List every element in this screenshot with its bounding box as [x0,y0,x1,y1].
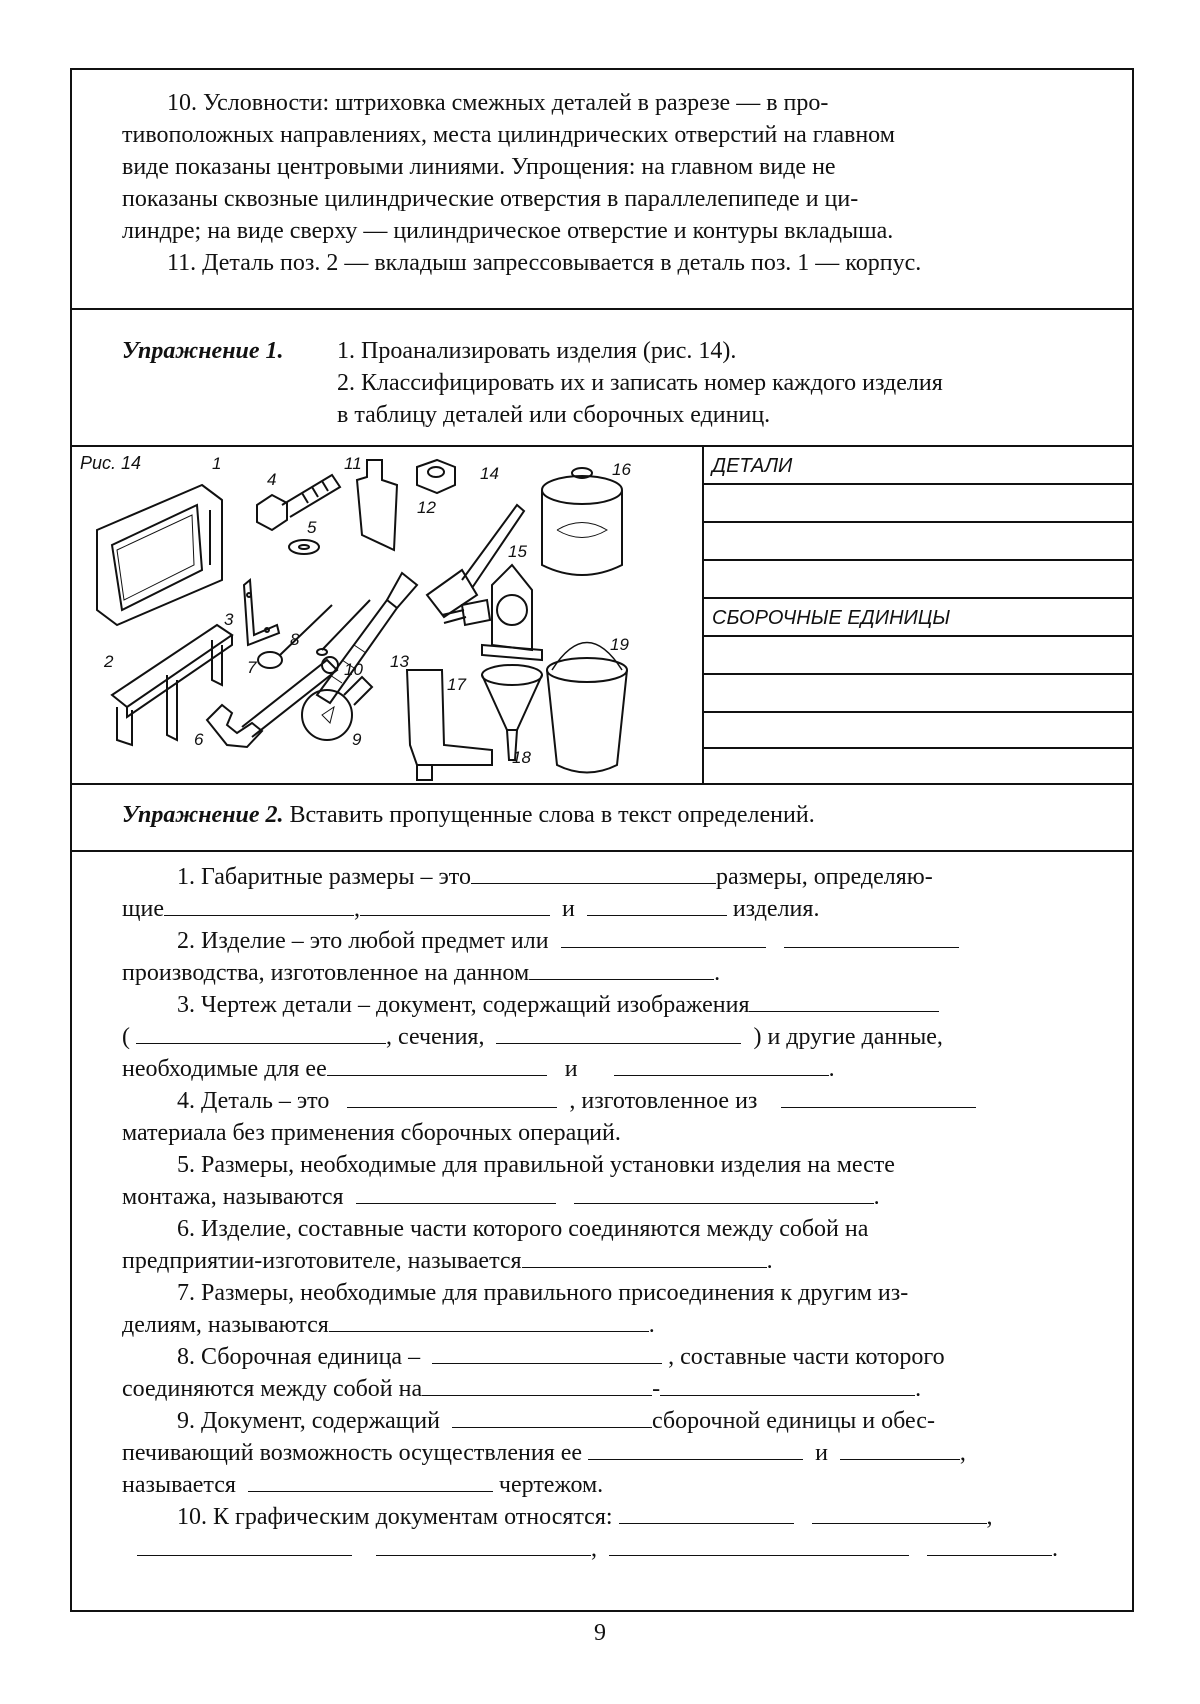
details-row-line-4 [704,597,1132,599]
def-8-blank-3[interactable] [660,1373,915,1396]
fig-num-18: 18 [512,748,531,767]
def-3-line-2 [122,1020,1072,1054]
def-7-text-c: . [648,1312,655,1338]
exercise-1-task-2a: 2. Классифицировать их и записать номер каждого изделия [337,370,943,396]
def-9-text-c: печивающий возможность осуществления ее [122,1440,583,1466]
wrench-icon [207,657,338,747]
def-2-blank-1[interactable] [561,925,766,948]
def-2-text-b: производства, изготовленное на данном [122,960,530,986]
def-9-text-g: чертежом. [498,1472,604,1498]
def-5-text-b: монтажа, называются [122,1184,344,1210]
details-row-line-2 [704,521,1132,523]
top-line-2: тивоположных направлениях, места цилиндрических отверстий на главном [122,122,895,148]
fig-num-6: 6 [194,730,204,749]
def-1-text-a: 1. Габаритные размеры – это [177,864,471,890]
def-8-line-1 [177,1340,1127,1374]
top-line-4: показаны сквозные цилиндрические отверстия в параллелепипеде и ци- [122,186,859,212]
def-4-blank-2[interactable] [781,1085,976,1108]
def-7-line-2 [122,1308,1072,1342]
def-3-blank-1[interactable] [749,989,939,1012]
fig-num-4: 4 [267,470,277,489]
def-1-line-1 [177,860,1127,894]
def-3-text-g: . [828,1056,835,1082]
fig-num-12: 12 [417,498,436,517]
def-8-text-b: , составные части которого [668,1344,945,1370]
figure-caption: Рис. 14 [80,453,142,473]
def-1-blank-1[interactable] [471,861,716,884]
exercise-1-task-2b: в таблицу деталей или сборочных единиц. [337,402,771,428]
def-6-text-c: . [766,1248,773,1274]
def-3-text-d: ) и другие данные, [753,1024,943,1050]
def-9-text-e: , [959,1440,966,1466]
def-5-blank-1[interactable] [356,1181,556,1204]
washer-icon [289,540,319,554]
def-9-text-f: называется [122,1472,236,1498]
clock-icon [482,565,542,660]
divider-4 [72,850,1132,852]
worksheet-frame [70,68,1134,1612]
def-1-text-f: изделия. [732,896,820,922]
def-10-text-d: . [1052,1536,1058,1562]
def-3-text-b: ( [122,1024,130,1050]
classification-table [704,445,1132,783]
fig-num-15: 15 [508,542,527,561]
def-5-blank-2[interactable] [574,1181,874,1204]
def-7-text-b: делиям, называются [122,1312,329,1338]
chisel-icon [317,573,417,703]
page-number: 9 [594,1620,606,1646]
fig-num-17: 17 [447,675,466,694]
fig-num-10: 10 [344,660,363,679]
def-2-text-c: . [714,960,721,986]
def-6-blank-1[interactable] [522,1245,767,1268]
assembly-row-line-3 [704,711,1132,713]
def-10-line-1 [177,1500,1127,1534]
def-8-text-c: соединяются между собой на [122,1376,423,1402]
fig-num-16: 16 [612,460,631,479]
def-2-line-1 [177,924,1127,958]
def-9-line-1 [177,1404,1127,1438]
def-3-blank-5[interactable] [614,1053,829,1076]
def-2-blank-2[interactable] [784,925,959,948]
def-4-text-a: 4. Деталь – это [177,1088,330,1114]
funnel-icon [482,665,542,760]
bulb-icon [302,677,372,740]
def-8-text-a: 8. Сборочная единица – [177,1344,421,1370]
def-6-text-b: предприятии-изготовителе, называется [122,1248,522,1274]
def-4-blank-1[interactable] [347,1085,557,1108]
hammer-icon [427,505,524,617]
def-9-text-d: и [815,1440,828,1466]
assembly-row-line-4 [704,747,1132,749]
assembly-header: СБОРОЧНЫЕ ЕДИНИЦЫ [712,607,951,629]
def-4-text-b: , изготовленное из [569,1088,758,1114]
def-9-blank-3[interactable] [840,1437,960,1460]
def-10-line-2 [137,1532,1087,1566]
exercise-1-task-1: 1. Проанализировать изделия (рис. 14). [337,338,737,364]
shovel-icon [357,460,397,550]
def-8-text-e: . [915,1376,922,1402]
def-1-blank-3[interactable] [360,893,550,916]
def-3-line-1 [177,988,1127,1022]
def-9-line-2 [122,1436,1072,1470]
assembly-row-line-1 [704,635,1132,637]
def-9-blank-4[interactable] [248,1469,493,1492]
top-line-5: линдре; на виде сверху — цилиндрическое отверстие и контуры вкладыша. [122,218,894,244]
def-7-line-1: 7. Размеры, необходимые для правильного присоединения к другим из- [177,1280,909,1306]
def-2-blank-3[interactable] [529,957,714,980]
fig-num-19: 19 [610,635,629,654]
fig-num-14: 14 [480,464,499,483]
fig-num-13: 13 [390,652,409,671]
def-1-line-2 [122,892,1072,926]
fig-num-3: 3 [224,610,234,629]
def-9-blank-2[interactable] [588,1437,803,1460]
def-8-blank-1[interactable] [432,1341,662,1364]
def-2-text-a: 2. Изделие – это любой предмет или [177,928,549,954]
def-3-line-3 [122,1052,1072,1086]
figure-14 [72,445,702,783]
def-6-line-2 [122,1244,1072,1278]
def-3-text-c: , сечения, [386,1024,485,1050]
def-4-line-2: материала без применения сборочных операций. [122,1120,621,1146]
def-5-line-1: 5. Размеры, необходимые для правильной установки изделия на месте [177,1152,895,1178]
def-10-blank-1[interactable] [619,1501,794,1524]
def-3-blank-2[interactable] [136,1021,386,1044]
details-row-line-1 [704,483,1132,485]
def-9-text-b: сборочной единицы и обес- [651,1408,935,1434]
bracket-icon [244,580,279,645]
def-10-text-b: , [986,1504,993,1530]
exercise-2-title: Упражнение 2. [122,802,284,828]
nut-icon [417,460,455,493]
def-8-line-2 [122,1372,1072,1406]
def-1-blank-4[interactable] [587,893,727,916]
def-10-text-a: 10. К графическим документам относятся: [177,1504,613,1530]
top-line-6: 11. Деталь поз. 2 — вкладыш запрессовывается в деталь поз. 1 — корпус. [167,250,922,276]
top-line-3: виде показаны центровыми линиями. Упрощения: на главном виде не [122,154,836,180]
def-2-line-2 [122,956,1072,990]
def-3-blank-4[interactable] [327,1053,547,1076]
details-row-line-3 [704,559,1132,561]
def-1-text-e: и [561,896,575,922]
def-1-text-d: , [353,896,360,922]
def-5-text-c: . [873,1184,880,1210]
def-9-text-a: 9. Документ, содержащий [177,1408,440,1434]
def-8-blank-2[interactable] [422,1373,652,1396]
exercise-1-title: Упражнение 1. [122,338,284,364]
top-line-1: 10. Условности: штриховка смежных деталей в разрезе — в про- [167,90,829,116]
def-9-line-3 [122,1468,1072,1502]
fig-num-7: 7 [247,658,257,677]
def-7-blank-1[interactable] [329,1309,649,1332]
details-header: ДЕТАЛИ [712,455,793,477]
jar-icon [542,468,622,575]
tv-icon [97,485,222,625]
fig-num-5: 5 [307,518,317,537]
assembly-row-line-2 [704,673,1132,675]
divider-1 [72,308,1132,310]
def-3-text-e: необходимые для ее [122,1056,327,1082]
fig-num-9: 9 [352,730,362,749]
bucket-icon [547,643,627,773]
def-3-text-f: и [564,1056,578,1082]
def-10-blank-6[interactable] [927,1533,1052,1556]
def-1-text-b: размеры, определяю- [715,864,933,890]
exercise-2-heading [122,802,815,829]
def-10-blank-3[interactable] [137,1533,352,1556]
def-6-line-1: 6. Изделие, составные части которого соединяются между собой на [177,1216,869,1242]
def-3-blank-3[interactable] [496,1021,741,1044]
def-9-blank-1[interactable] [452,1405,652,1428]
fig-num-2: 2 [104,652,114,671]
exercise-2-task: Вставить пропущенные слова в текст определений. [283,802,815,828]
def-4-line-1 [177,1084,1127,1118]
fig-num-11: 11 [344,454,362,473]
def-10-text-c: , [591,1536,597,1562]
figure-drawings [72,445,702,783]
def-10-blank-4[interactable] [376,1533,591,1556]
def-10-blank-5[interactable] [609,1533,909,1556]
def-1-text-c: щие [122,896,164,922]
nail-icon [317,600,370,655]
fig-num-1: 1 [212,454,222,473]
def-8-text-d: - [652,1376,661,1402]
def-10-blank-2[interactable] [812,1501,987,1524]
def-1-blank-2[interactable] [164,893,354,916]
bench-icon [112,625,232,745]
divider-3 [72,783,1132,785]
fig-num-8: 8 [290,630,300,649]
def-5-line-2 [122,1180,1072,1214]
def-3-text-a: 3. Чертеж детали – документ, содержащий изображения [177,992,750,1018]
